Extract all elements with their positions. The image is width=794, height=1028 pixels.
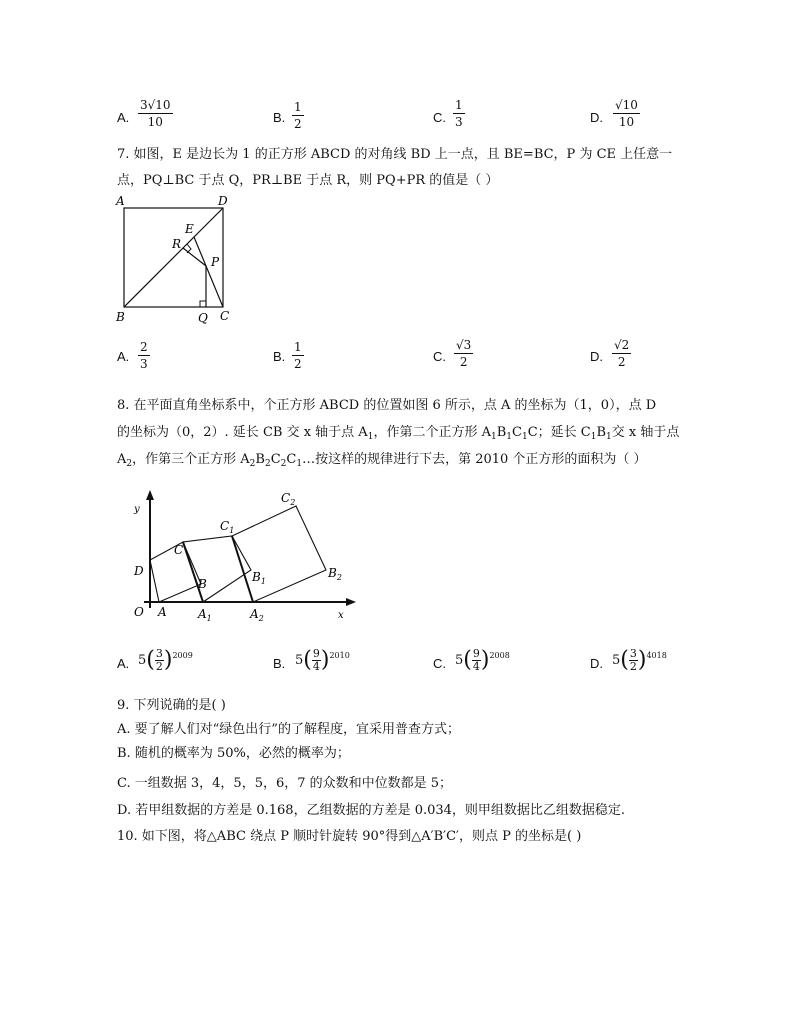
q8-label-a1: $A_1$	[198, 607, 212, 623]
q9-option-b[interactable]: B. 随机的概率为 50%，必然的概率为；	[117, 746, 350, 761]
q9-option-c[interactable]: C. 一组数据 3，4，5，5，6，7 的众数和中位数都是 5；	[117, 776, 453, 791]
q8-option-d-value: 5( $\frac{3}{2}$ )$^{4018}$	[612, 647, 667, 673]
q7-diagonal-bd	[124, 208, 223, 307]
q7-label-b: B	[116, 310, 125, 324]
q8-option-b-value: 5( $\frac{9}{4}$ )$^{2010}$	[295, 647, 350, 673]
q7-segment-ce	[194, 237, 223, 307]
q8-square-2	[183, 536, 251, 602]
q7-option-d-value: $\frac{√2}{2}$	[614, 338, 630, 369]
q8-option-a-value: 5( $\frac{3}{2}$ )$^{2009}$	[138, 647, 193, 673]
q8-label-c2: $C_2$	[281, 491, 296, 507]
q8-y-axis-arrow	[146, 490, 154, 500]
q7-label-d: D	[218, 194, 228, 208]
q8-stem-line-1: 8. 在平面直角坐标系中，个正方形 ABCD 的位置如图 6 所示，点 A 的坐标为（1，0），点 D	[117, 398, 657, 413]
q7-option-d-label[interactable]: D.	[590, 349, 603, 364]
q9-option-d[interactable]: D. 若甲组数据的方差是 0.168，乙组数据的方差是 0.034，则甲组数据比乙组数据稳定.	[117, 803, 626, 818]
q7-figure-square	[112, 194, 237, 326]
q8-label-d: D	[134, 564, 144, 578]
q7-option-b-value: $\frac{1}{2}$	[294, 340, 302, 371]
q6-option-d-value: $\frac{√10}{10}$	[615, 98, 638, 129]
q8-label-c1: $C_1$	[220, 519, 235, 535]
q10-stem: 10. 如下图，将△ABC 绕点 P 顺时针旋转 90°得到△A′B′C′，则点 P 的坐标是( )	[117, 829, 582, 844]
q8-figure-squares	[128, 488, 364, 624]
q8-option-a-label[interactable]: A.	[117, 656, 130, 671]
q8-label-a2: $A_2$	[250, 607, 264, 623]
q8-label-c: C	[174, 543, 184, 557]
q7-label-r: R	[172, 237, 182, 251]
q7-option-c-label[interactable]: C.	[433, 349, 446, 364]
q7-option-a-value: $\frac{2}{3}$	[140, 340, 148, 371]
q7-label-p: P	[211, 255, 220, 269]
q7-option-a-label[interactable]: A.	[117, 349, 130, 364]
q8-option-b-label[interactable]: B.	[273, 656, 286, 671]
q7-stem-line-1: 7. 如图，E 是边长为 1 的正方形 ABCD 的对角线 BD 上一点，且 BE=BC，P 为 CE 上任意一	[117, 147, 673, 162]
q8-option-d-label[interactable]: D.	[590, 656, 603, 671]
q7-label-c: C	[220, 309, 230, 323]
q6-option-a-value: $\frac{3√10}{10}$	[140, 98, 171, 129]
q9-option-a[interactable]: A. 要了解人们对“绿色出行”的了解程度，宜采用普查方式；	[117, 722, 460, 737]
q8-option-c-label[interactable]: C.	[433, 656, 446, 671]
q7-label-e: E	[185, 222, 194, 236]
q6-option-b-label[interactable]: B.	[273, 110, 286, 125]
q7-right-angle-q	[200, 301, 206, 307]
q7-stem-line-2: 点，PQ⊥BC 于点 Q，PR⊥BE 于点 R，则 PQ+PR 的值是（ ）	[117, 173, 499, 188]
q8-label-x: x	[338, 610, 344, 621]
q8-option-c-value: 5( $\frac{9}{4}$ )$^{2008}$	[455, 647, 510, 673]
q7-option-c-value: $\frac{√3}{2}$	[456, 338, 472, 369]
q8-label-a: A	[158, 605, 167, 619]
q7-label-a: A	[116, 194, 125, 208]
q8-label-b1: $B_1$	[252, 570, 266, 586]
q8-x-axis-arrow	[346, 598, 356, 606]
q8-label-o: O	[134, 605, 144, 619]
q8-square-3	[232, 506, 326, 602]
q6-option-a-label[interactable]: A.	[117, 110, 130, 125]
q6-option-c-value: $\frac{1}{3}$	[455, 98, 463, 129]
q9-stem: 9. 下列说确的是( )	[117, 698, 226, 713]
q6-option-b-value: $\frac{1}{2}$	[294, 100, 302, 131]
q8-stem-line-2: 的坐标为（0，2）. 延长 CB 交 x 轴于点 $A_1$，作第二个正方形 $A_1B_1C_1C$；延长 $C_1B_1$交 x 轴于点	[117, 425, 680, 442]
q7-label-q: Q	[198, 311, 208, 325]
q8-label-b: B	[198, 577, 207, 591]
q6-option-d-label[interactable]: D.	[590, 110, 603, 125]
q8-label-b2: $B_2$	[328, 566, 342, 582]
q6-option-c-label[interactable]: C.	[433, 110, 446, 125]
q7-option-b-label[interactable]: B.	[273, 349, 286, 364]
q8-label-y: y	[134, 504, 140, 515]
q8-stem-line-3: $A_2$，作第三个正方形 $A_2B_2C_2C_1\dots$按这样的规律进行下去，第 2010 个正方形的面积为（ ）	[117, 452, 647, 469]
